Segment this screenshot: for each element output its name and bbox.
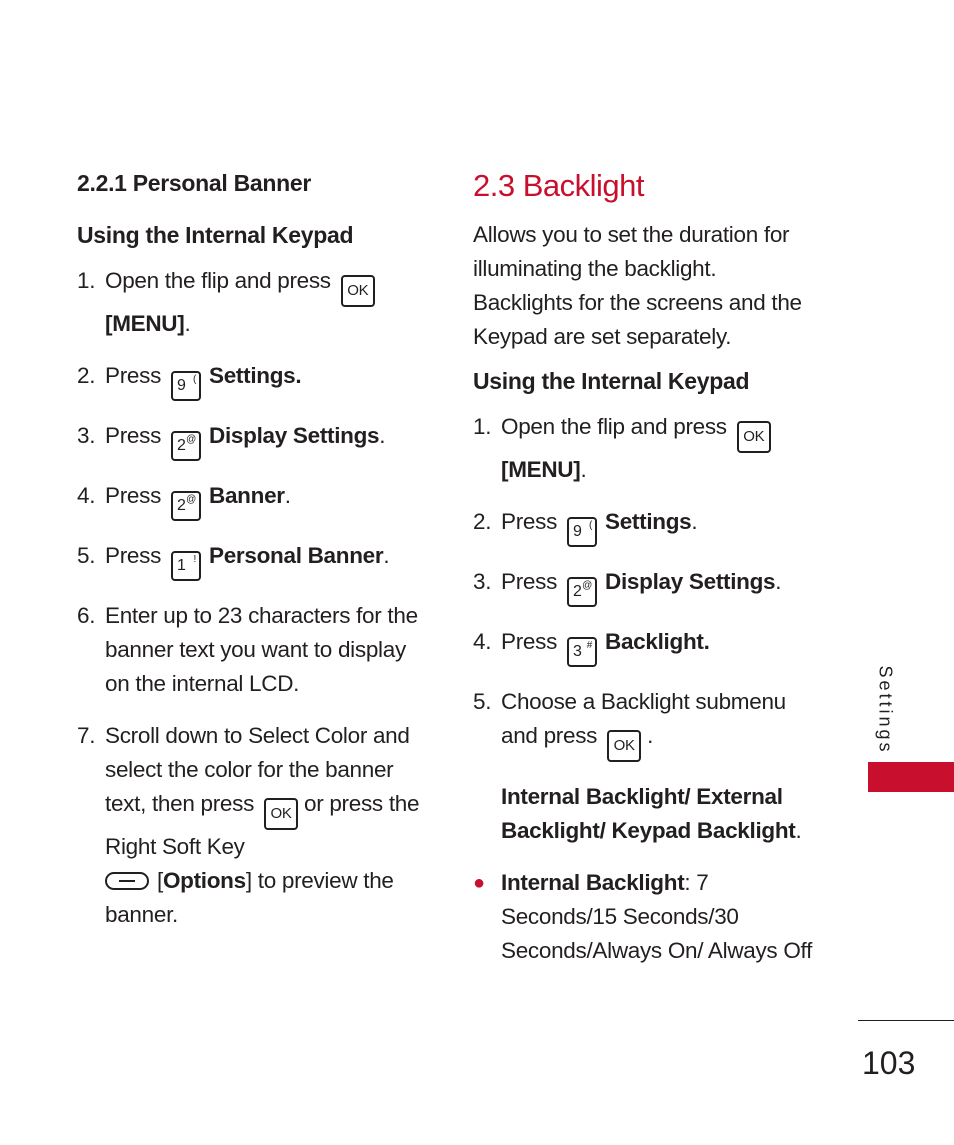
step-number: 5. [77,543,96,568]
step-number: 3. [473,569,492,594]
step-text: Press [105,423,162,448]
ok-key-icon: OK [737,421,771,453]
key-2-icon [567,577,597,607]
step-number: 4. [473,629,492,654]
step-text: Press [501,629,558,654]
key-digit: 9 [177,377,186,394]
step-number: 6. [77,603,96,628]
step-number: 3. [77,423,96,448]
step-text: Enter up to 23 characters for the banner text you want to display on the internal LCD. [105,603,418,696]
bullet-dot-icon: ● [473,872,485,894]
step-text: Press [501,569,558,594]
key-digit: 2 [177,437,186,454]
key-digit: 2 [177,497,186,514]
ok-key-icon: OK [607,730,641,762]
subheading-internal-keypad: Using the Internal Keypad [473,368,750,394]
bullet-text: : 7 Seconds/15 Seconds/30 Seconds/Always On/ Always Off [501,870,813,963]
key-symbol: ( [192,374,197,385]
side-section-label [870,660,900,760]
step-text: Choose a Backlight submenu and press [501,689,786,748]
step-5 [473,685,818,762]
key-3-icon [567,637,597,667]
banner-label: Banner [209,483,285,508]
key-9-icon [567,517,597,547]
bullet-label: Internal Backlight [501,870,685,895]
bullet-internal-backlight [473,866,818,968]
options-label: Options [162,868,246,893]
key-9-icon [171,371,201,401]
step-text: Press [105,363,162,388]
step-7 [77,719,422,932]
step-4 [77,479,422,521]
step-5 [77,539,422,581]
step-2 [77,359,422,401]
step-2 [473,505,818,547]
step-number: 4. [77,483,96,508]
ok-key-icon: OK [341,275,375,307]
step-text-b: or press the Right Soft Key [105,791,420,859]
menu-label: [MENU] [501,457,581,482]
key-symbol: @ [582,580,593,591]
key-2-icon [171,431,201,461]
step-tail: . [775,569,782,594]
key-digit: 1 [177,557,186,574]
step-1 [473,410,818,487]
key-symbol: ( [588,520,593,531]
step-text: Press [105,543,162,568]
menu-label: [MENU] [105,311,185,336]
step-text: Press [105,483,162,508]
submenu-tail: . [795,818,802,843]
step-tail: . [184,311,191,336]
side-tab-marker [868,762,954,792]
step-number: 2. [77,363,96,388]
right-column [473,166,818,968]
step-4 [473,625,818,667]
side-label-text: Settings [875,665,896,755]
section-heading-personal-banner: 2.2.1 Personal Banner [77,170,312,196]
display-settings-label: Display Settings [209,423,380,448]
key-symbol: @ [186,434,197,445]
key-symbol: # [586,640,593,651]
display-settings-label: Display Settings [605,569,776,594]
step-3 [77,419,422,461]
step-tail: . [691,509,698,534]
key-1-icon [171,551,201,581]
step-tail: . [641,723,654,748]
ok-key-icon: OK [264,798,298,830]
step-1 [77,264,422,341]
section-title-backlight: 2.3 Backlight [473,168,644,203]
subheading-internal-keypad: Using the Internal Keypad [77,222,354,248]
key-2-icon [171,491,201,521]
submenu-options [501,780,818,848]
page-rule [858,1020,954,1021]
page-number: 103 [862,1045,916,1081]
step-number: 2. [473,509,492,534]
settings-label: Settings. [209,363,302,388]
key-digit: 3 [573,643,582,660]
key-digit: 2 [573,583,582,600]
step-number: 1. [473,414,492,439]
submenu-list: Internal Backlight/ External Backlight/ Keypad Backlight [501,784,796,843]
step-tail: . [379,423,386,448]
step-tail: to preview the banner. [105,868,394,927]
personal-banner-label: Personal Banner [209,543,384,568]
intro-paragraph: Allows you to set the duration for illuminating the backlight. Backlights for the screens and the Keypad are set separately. [473,222,802,349]
bracket-open: [ [157,868,163,893]
key-symbol: ! [193,554,197,565]
step-number: 7. [77,723,96,748]
settings-label: Settings [605,509,692,534]
step-text: Open the flip and press [501,414,727,439]
key-symbol: @ [186,494,197,505]
step-text: Open the flip and press [105,268,331,293]
backlight-label: Backlight. [605,629,710,654]
right-soft-key-icon [105,872,149,890]
key-digit: 9 [573,523,582,540]
step-3 [473,565,818,607]
step-6 [77,599,422,701]
step-text: Scroll down to Select Color and select the color for the banner text, then press [105,723,410,816]
bracket-close: ] [245,868,252,893]
step-number: 1. [77,268,96,293]
left-column [77,166,422,950]
step-tail: . [284,483,291,508]
step-text: Press [501,509,558,534]
step-tail: . [580,457,587,482]
step-number: 5. [473,689,492,714]
step-tail: . [383,543,390,568]
